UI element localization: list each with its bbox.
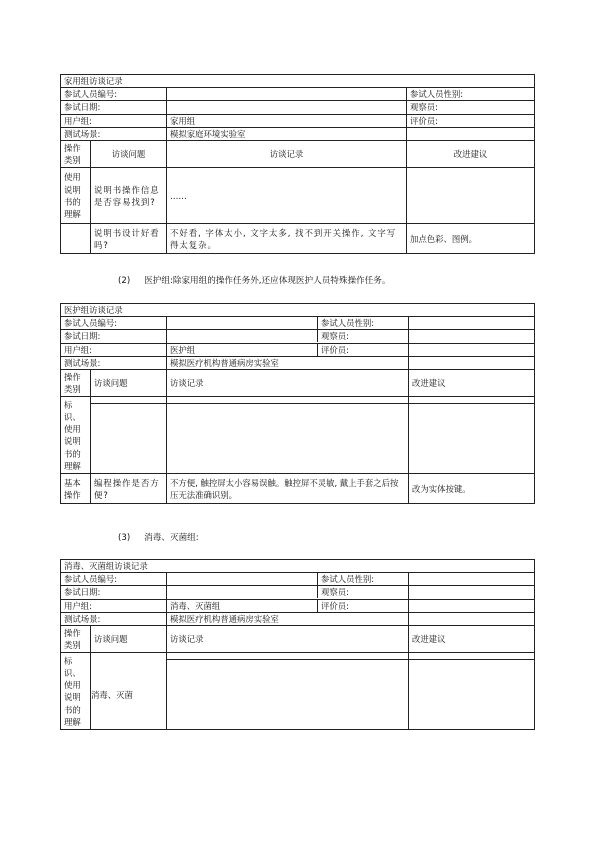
- disinfection-test-date-label: 参试日期:: [61, 586, 167, 599]
- home-scene-blank: [407, 127, 535, 140]
- disinfection-scene-value: 模拟医疗机构普通病房实验室: [167, 612, 409, 625]
- home-row1-category: 使用说明书的理解: [61, 168, 91, 224]
- medical-test-date-label: 参试日期:: [61, 330, 167, 343]
- medical-row1-question-top: [91, 397, 167, 404]
- disinfection-evaluator-value: [409, 599, 535, 612]
- medical-user-group-value: 医护组: [167, 344, 318, 356]
- caption-disinfection-number: (3): [118, 533, 131, 543]
- home-col-record: 访谈记录: [167, 140, 407, 167]
- disinfection-row1-suggestion-top: [409, 653, 535, 660]
- disinfection-row1-question: 消毒、灭菌: [91, 653, 167, 730]
- medical-user-group-cell: [167, 343, 409, 356]
- disinfection-user-group-label: 用户组:: [61, 599, 167, 612]
- disinfection-participant-gender-label: 参试人员性别:: [321, 574, 375, 585]
- disinfection-test-date-cell: [167, 586, 409, 599]
- disinfection-row1-suggestion: [409, 660, 535, 730]
- home-test-date-label: 参试日期:: [61, 101, 167, 114]
- medical-row1-question: [91, 404, 167, 474]
- medical-row2-category: 基本操作: [61, 474, 91, 504]
- disinfection-scene-blank: [409, 612, 535, 625]
- medical-col-question: 访谈问题: [91, 369, 167, 396]
- disinfection-participant-id-cell: [167, 573, 409, 586]
- home-row1-suggestion: [407, 168, 535, 224]
- home-participant-id-value: [167, 88, 407, 101]
- home-interview-table: [60, 74, 535, 254]
- disinfection-col-op-type: 操作类别: [61, 625, 91, 652]
- disinfection-observer-label: 观察员:: [321, 587, 349, 598]
- medical-scene-blank: [409, 356, 535, 369]
- home-col-suggestion: 改进建议: [407, 140, 535, 167]
- disinfection-evaluator-label: 评价员:: [321, 600, 349, 611]
- disinfection-participant-gender-value: [409, 573, 535, 586]
- disinfection-col-question: 访谈问题: [91, 625, 167, 652]
- home-user-group-value: 家用组: [167, 114, 407, 127]
- medical-participant-id-label: 参试人员编号:: [61, 317, 167, 330]
- disinfection-user-group-value: 消毒、灭菌组: [167, 600, 318, 612]
- medical-row1-suggestion-top: [409, 397, 535, 404]
- medical-observer-value: [409, 330, 535, 343]
- disinfection-interview-table: [60, 559, 535, 730]
- disinfection-row1-record: [167, 660, 409, 730]
- home-user-group-label: 用户组:: [61, 114, 167, 127]
- home-col-op-type: 操作类别: [61, 140, 91, 167]
- home-row2-category: [61, 224, 91, 254]
- home-participant-id-label: 参试人员编号:: [61, 88, 167, 101]
- home-col-question: 访谈问题: [91, 140, 167, 167]
- medical-evaluator-label: 评价员:: [321, 344, 349, 355]
- home-row2-record: 不好看, 字体太小, 文字太多, 找不到开关操作, 文字写得太复杂。: [167, 224, 407, 254]
- medical-observer-label: 观察员:: [321, 331, 349, 342]
- home-row2-question: 说明书设计好看吗?: [91, 224, 167, 254]
- home-row1-question: 说明书操作信息是否容易找到?: [91, 168, 167, 224]
- medical-row2-suggestion: 改为实体按键。: [409, 474, 535, 504]
- home-scene-value: 模拟家庭环境实验室: [167, 127, 407, 140]
- disinfection-col-suggestion: 改进建议: [409, 625, 535, 652]
- medical-row2-record: 不方便, 触控屏太小容易误触。触控屏不灵敏, 戴上手套之后按压无法准确识别。: [167, 474, 409, 504]
- medical-row2-question: 编程操作是否方便?: [91, 474, 167, 504]
- home-row2-suggestion: 加点色彩、图例。: [407, 224, 535, 254]
- home-participant-gender-label: 参试人员性别:: [407, 88, 535, 101]
- medical-col-op-type: 操作类别: [61, 369, 91, 396]
- medical-scene-label: 测试场景:: [61, 356, 167, 369]
- medical-row1-record: [167, 404, 409, 474]
- medical-col-suggestion: 改进建议: [409, 369, 535, 396]
- home-test-date-value: [167, 101, 407, 114]
- disinfection-col-record: 访谈记录: [167, 625, 409, 652]
- caption-disinfection-text: 消毒、灭菌组:: [144, 533, 199, 543]
- home-row1-record: ……: [167, 168, 407, 224]
- medical-row1-record-top: [167, 397, 409, 404]
- disinfection-observer-value: [409, 586, 535, 599]
- disinfection-scene-label: 测试场景:: [61, 612, 167, 625]
- home-observer-label: 观察员:: [407, 101, 535, 114]
- medical-test-date-value: [167, 330, 409, 343]
- medical-participant-id-value: [167, 317, 409, 330]
- medical-evaluator-value: [409, 343, 535, 356]
- medical-user-group-label: 用户组:: [61, 343, 167, 356]
- home-scene-label: 测试场景:: [61, 127, 167, 140]
- medical-participant-gender-value: [409, 317, 535, 330]
- disinfection-row1-record-top: [167, 653, 409, 660]
- caption-medical-text: 医护组:除家用组的操作任务外,还应体现医护人员特殊操作任务。: [144, 276, 391, 286]
- home-table-title: 家用组访谈记录: [61, 75, 535, 88]
- section-caption-medical: [118, 274, 390, 286]
- caption-medical-number: (2): [118, 276, 131, 286]
- disinfection-user-group-cell: [167, 599, 409, 612]
- medical-row1-suggestion: [409, 404, 535, 474]
- medical-scene-value: 模拟医疗机构普通病房实验室: [167, 356, 409, 369]
- medical-row1-category: 标识、使用说明书的理解: [61, 397, 91, 474]
- disinfection-row1-category: 标识、使用说明书的理解: [61, 653, 91, 730]
- disinfection-table-title: 消毒、灭菌组访谈记录: [61, 560, 535, 573]
- medical-interview-table: [60, 303, 535, 504]
- medical-participant-gender-label: 参试人员性别:: [321, 318, 375, 329]
- section-caption-disinfection: [118, 531, 199, 543]
- disinfection-participant-id-label: 参试人员编号:: [61, 573, 167, 586]
- home-evaluator-label: 评价员:: [407, 114, 535, 127]
- medical-col-record: 访谈记录: [167, 369, 409, 396]
- medical-table-title: 医护组访谈记录: [61, 304, 535, 317]
